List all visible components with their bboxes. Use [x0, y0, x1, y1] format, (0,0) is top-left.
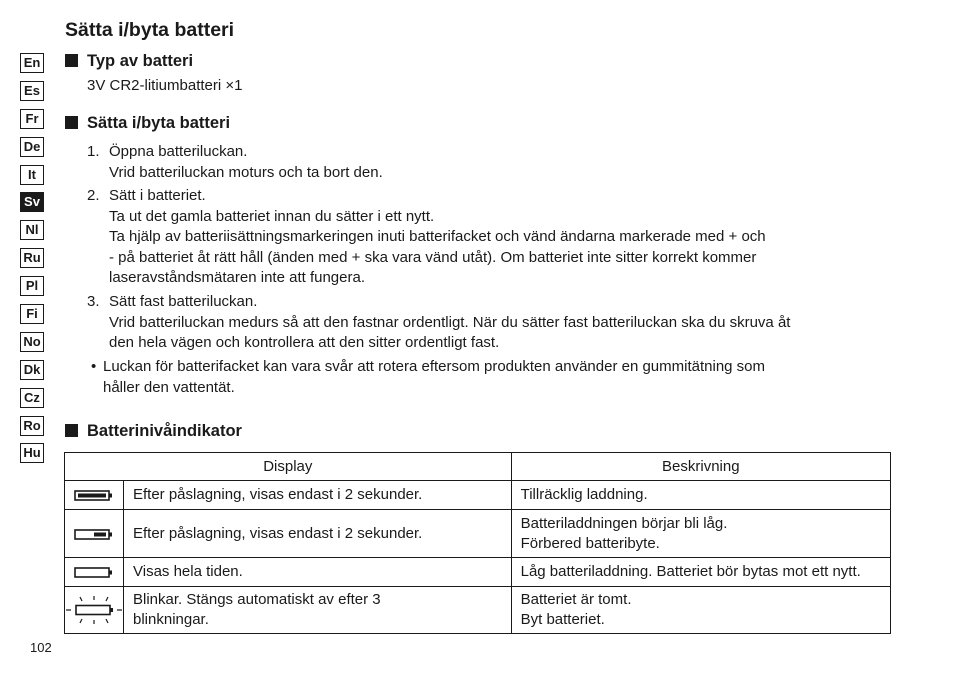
- step-number: 2.: [87, 187, 100, 204]
- indicator-heading-text: Batterinivåindikator: [87, 422, 242, 440]
- description-text: Tillräcklig laddning.: [520, 486, 648, 503]
- heading-square-icon: [65, 424, 78, 437]
- bullet: •: [91, 358, 97, 375]
- step-line: - på batteriet åt rätt håll (änden med + ska vara vänd utåt). Om batteriet inte sitter korrekt kommer: [109, 248, 757, 266]
- icon-cell: [65, 481, 124, 510]
- lang-tab-fi[interactable]: Fi: [20, 304, 44, 324]
- icon-cell: [65, 558, 124, 587]
- battery-blinking-icon: [65, 595, 123, 625]
- battery-empty-icon: [74, 565, 114, 579]
- insert-heading-text: Sätta i/byta batteri: [87, 114, 231, 132]
- lang-tab-dk[interactable]: Dk: [20, 360, 44, 380]
- display-cell: [124, 481, 512, 510]
- lang-tab-ro[interactable]: Ro: [20, 416, 44, 436]
- description-cell: [511, 510, 890, 558]
- table-row: [65, 510, 891, 558]
- step-line: Ta ut det gamla batteriet innan du sätter i ett nytt.: [109, 207, 435, 225]
- step-line: Vrid batteriluckan medurs så att den fastnar ordentligt. När du sätter fast batteriluckan ska du skruva åt: [109, 313, 791, 331]
- display-cell: [124, 510, 512, 558]
- battery-half-icon: [74, 527, 114, 541]
- note-line: håller den vattentät.: [103, 378, 235, 396]
- lang-tab-it[interactable]: It: [20, 165, 44, 185]
- column-header-description: Beskrivning: [511, 453, 890, 481]
- step-line: Öppna batteriluckan.: [109, 143, 248, 160]
- step-line: Sätt fast batteriluckan.: [109, 293, 258, 310]
- heading-square-icon: [65, 116, 78, 129]
- battery-full-icon: [74, 488, 114, 502]
- lang-tab-pl[interactable]: Pl: [20, 276, 44, 296]
- display-cell: [124, 558, 512, 587]
- description-cell: [511, 481, 890, 510]
- step-line: Vrid batteriluckan moturs och ta bort den.: [109, 163, 383, 181]
- note-line: Luckan för batterifacket kan vara svår att rotera eftersom produkten använder en gummitätning som: [103, 358, 766, 375]
- description-text: Batteriet är tomt.: [520, 591, 632, 608]
- description-text: Byt batteriet.: [520, 611, 605, 628]
- display-cell: [124, 587, 512, 634]
- step-number: 1.: [87, 143, 100, 160]
- battery-type-heading: [65, 52, 193, 71]
- display-text: Efter påslagning, visas endast i 2 sekunder.: [133, 524, 423, 542]
- step-line: Ta hjälp av batteriisättningsmarkeringen inuti batterifacket och vänd ändarna markerade med + och: [109, 228, 766, 245]
- heading-square-icon: [65, 54, 78, 67]
- description-cell: [511, 587, 890, 634]
- description-text: Batteriladdningen börjar bli låg.: [520, 514, 728, 532]
- table-row: [65, 587, 891, 634]
- battery-indicator-table: [64, 452, 891, 634]
- page-number: 102: [30, 640, 52, 655]
- table-row: [65, 558, 891, 587]
- table-header-row: [65, 453, 891, 481]
- column-header-display: Display: [65, 453, 512, 481]
- step-1: [87, 142, 383, 183]
- display-text: Visas hela tiden.: [133, 563, 243, 580]
- step-line: Sätt i batteriet.: [109, 187, 206, 204]
- lang-tab-en[interactable]: En: [20, 53, 44, 73]
- description-text: Låg batteriladdning. Batteriet bör bytas mot ett nytt.: [520, 563, 861, 580]
- insert-heading: [65, 114, 230, 133]
- note: [91, 357, 765, 398]
- display-text: blinkningar.: [133, 611, 209, 628]
- lang-tab-nl[interactable]: Nl: [20, 220, 44, 240]
- lang-tab-fr[interactable]: Fr: [20, 109, 44, 129]
- lang-tab-sv[interactable]: Sv: [20, 192, 44, 212]
- lang-tab-ru[interactable]: Ru: [20, 248, 44, 268]
- page-title: Sätta i/byta batteri: [65, 19, 235, 41]
- display-text: Efter påslagning, visas endast i 2 sekunder.: [133, 486, 423, 503]
- icon-cell: [65, 510, 124, 558]
- icon-cell: [65, 587, 124, 634]
- step-number: 3.: [87, 293, 100, 310]
- lang-tab-hu[interactable]: Hu: [20, 443, 44, 463]
- description-text: Förbered batteribyte.: [520, 534, 660, 552]
- language-tabs: [20, 53, 44, 471]
- step-line: den hela vägen och kontrollera att den sitter ordentligt fast.: [109, 334, 500, 351]
- lang-tab-es[interactable]: Es: [20, 81, 44, 101]
- display-text: Blinkar. Stängs automatiskt av efter 3: [133, 591, 381, 608]
- step-3: [87, 292, 790, 354]
- indicator-heading: [65, 422, 242, 441]
- step-2: [87, 186, 766, 289]
- lang-tab-no[interactable]: No: [20, 332, 44, 352]
- battery-type-heading-text: Typ av batteri: [87, 52, 194, 70]
- description-cell: [511, 558, 890, 587]
- table-row: [65, 481, 891, 510]
- lang-tab-de[interactable]: De: [20, 137, 44, 157]
- battery-type-text: 3V CR2-litiumbatteri ×1: [87, 77, 243, 94]
- lang-tab-cz[interactable]: Cz: [20, 388, 44, 408]
- step-line: laseravståndsmätaren inte att fungera.: [109, 269, 365, 286]
